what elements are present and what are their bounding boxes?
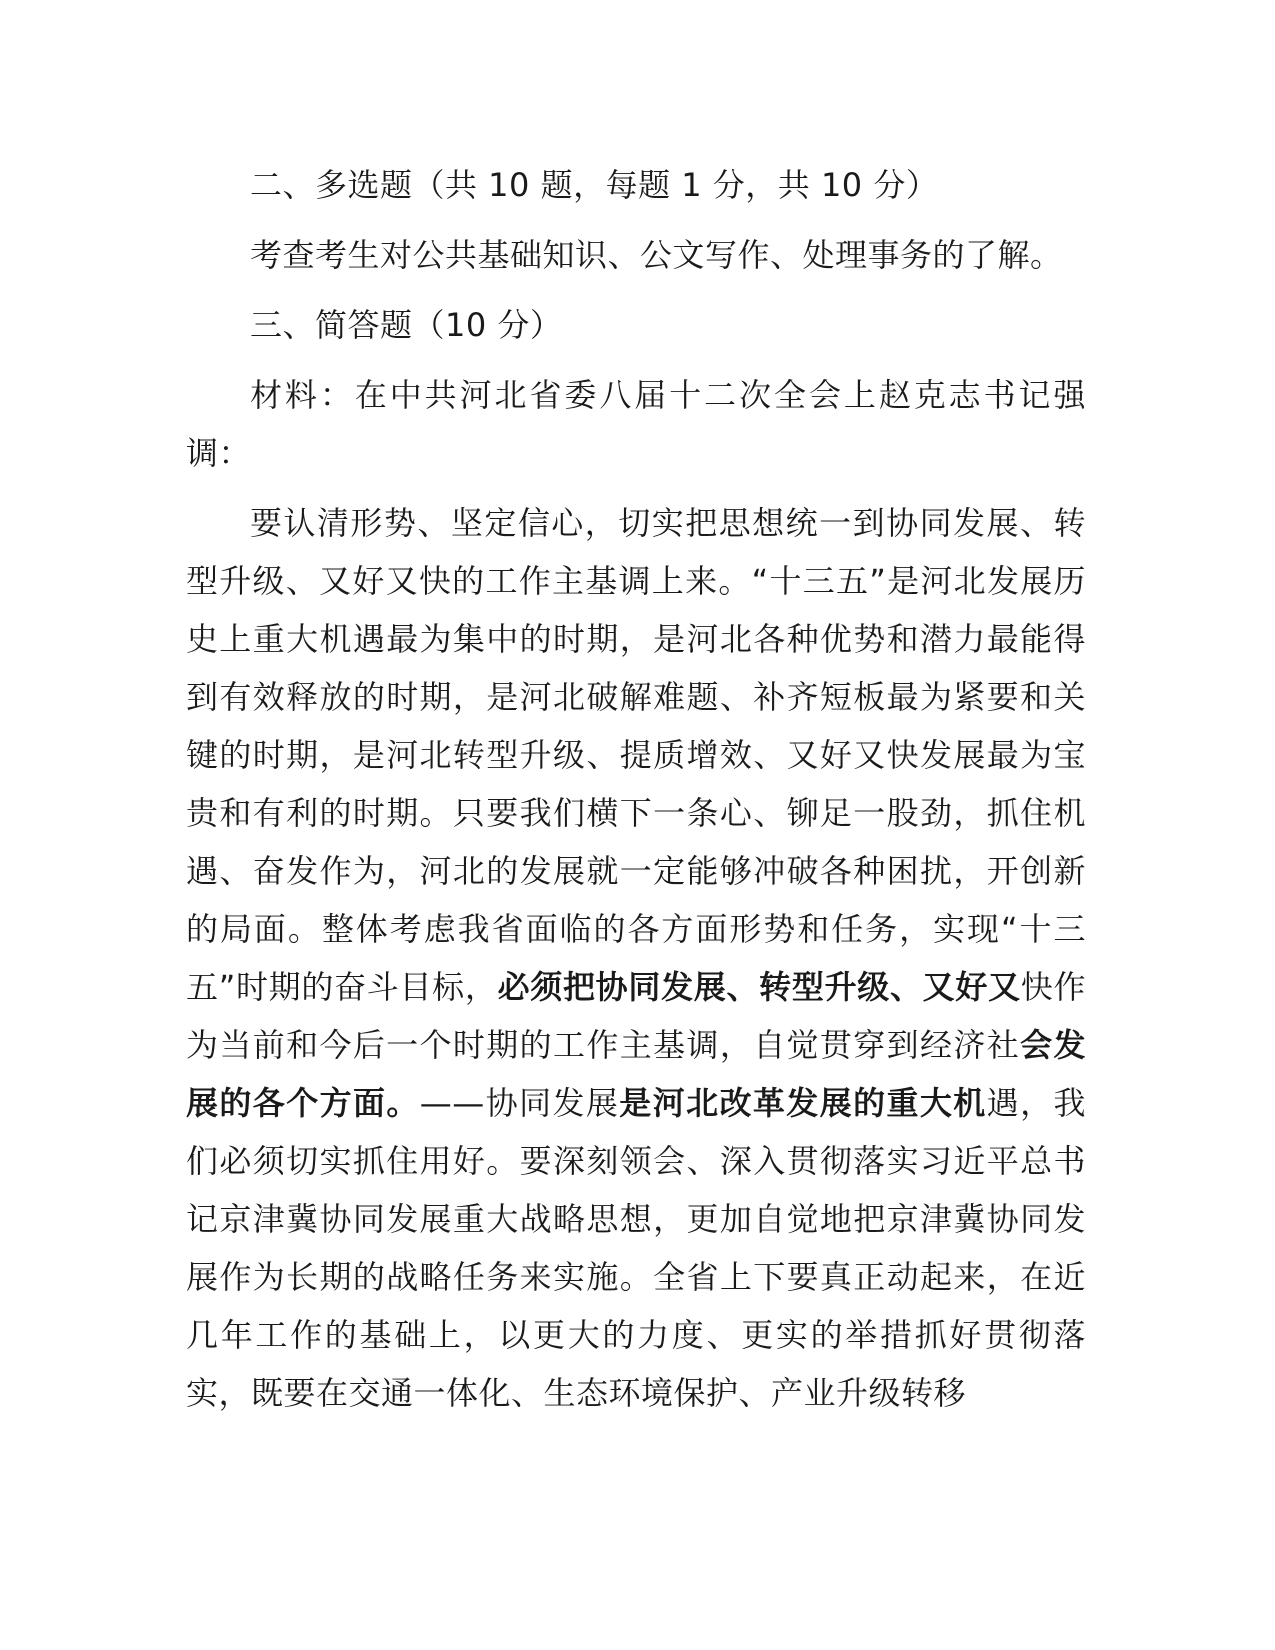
section2-description: 考查考生对公共基础知识、公文写作、处理事务的了解。	[250, 236, 1063, 274]
body-text-2: 快作为当前和今后一个时期的工作主基调，自觉贯穿到经济社	[186, 968, 1086, 1064]
material-intro: 材料：在中共河北省委八届十二次全会上赵克志书记强调：	[186, 376, 1086, 472]
body-text-4: 遇，我们必须切实抓住用好。要深刻领会、深入贯彻落实习近平总书记京津冀协同发展重大战略思想，更加自觉地把京津冀协同发展作为长期的战略任务来实施。全省上下要真正动起来，在近几年工作的基础上，以更大的力度、更实的举措抓好贯彻落实，既要在交通一体化、生态环境保护、产业升级转移	[186, 1084, 1086, 1412]
section2-heading: 二、多选题（共 10 题，每题 1 分，共 10 分）	[250, 166, 939, 204]
section3-heading: 三、简答题（10 分）	[250, 306, 563, 344]
body-bold-3: 是河北改革发展的重大机	[619, 1084, 987, 1122]
material-body	[186, 494, 1086, 1422]
body-bold-2: 会发展的各个方面。	[186, 1026, 1086, 1122]
body-text-3: ——协同发展	[419, 1084, 620, 1122]
body-text-1: 要认清形势、坚定信心，切实把思想统一到协同发展、转型升级、又好又快的工作主基调上来。“十三五”是河北发展历史上重大机遇最为集中的时期，是河北各种优势和潜力最能得到有效释放的时期，是河北破解难题、补齐短板最为紧要和关键的时期，是河北转型升级、提质增效、又好又快发展最为宝贵和有利的时期。只要我们横下一条心、铆足一股劲，抓住机遇、奋发作为，河北的发展就一定能够冲破各种困扰，开创新的局面。整体考虑我省面临的各方面形势和任务，实现“十三五”时期的奋斗目标，	[186, 504, 1086, 1006]
body-bold-1: 必须把协同发展、转型升级、又好又	[497, 968, 1021, 1006]
document-content	[186, 156, 1086, 1422]
